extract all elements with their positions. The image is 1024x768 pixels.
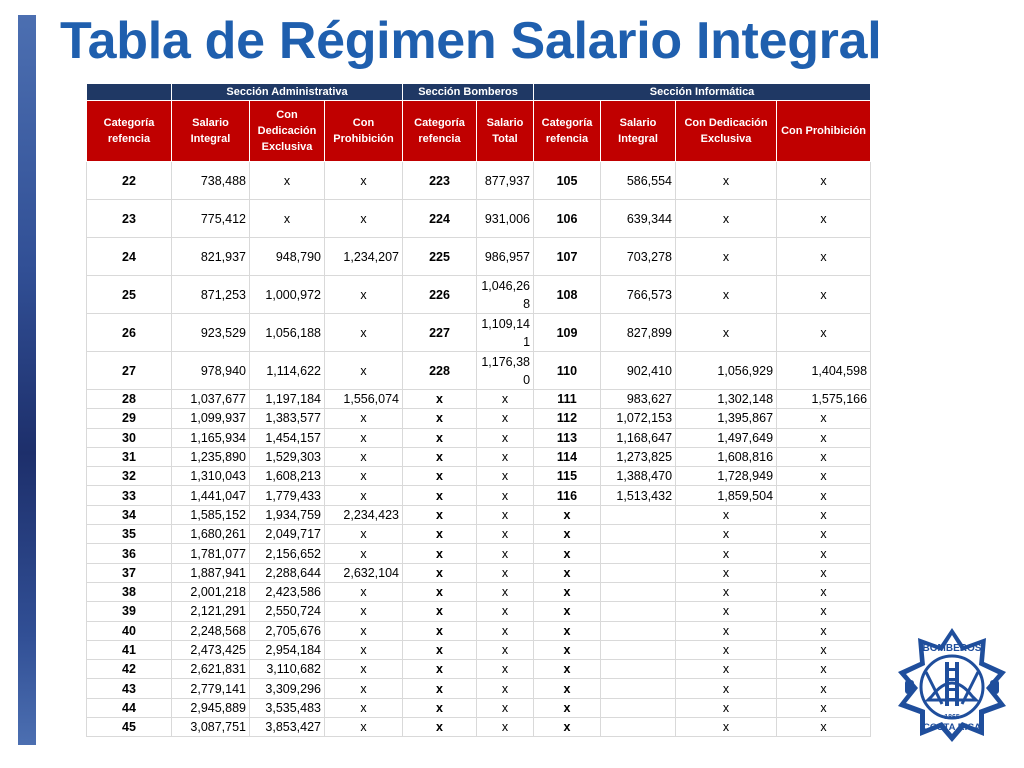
table-cell: x: [676, 276, 777, 314]
table-cell: 3,535,483: [250, 698, 325, 717]
logo-top-text: BOMBEROS: [922, 643, 982, 654]
table-cell: 43: [87, 679, 172, 698]
table-cell: x: [676, 718, 777, 737]
table-cell: 923,529: [172, 314, 250, 352]
group-header-row: [87, 84, 871, 101]
table-row: [87, 200, 871, 238]
table-cell: x: [403, 563, 477, 582]
table-cell: x: [777, 544, 871, 563]
table-cell: x: [676, 525, 777, 544]
table-cell: 902,410: [601, 352, 676, 390]
table-cell: 3,853,427: [250, 718, 325, 737]
table-cell: x: [403, 390, 477, 409]
table-cell: x: [777, 505, 871, 524]
table-row: [87, 698, 871, 717]
table-cell: 2,121,291: [172, 602, 250, 621]
table-cell: 106: [534, 200, 601, 238]
table-row: [87, 621, 871, 640]
table-cell: x: [777, 409, 871, 428]
table-cell: 116: [534, 486, 601, 505]
table-cell: x: [676, 621, 777, 640]
table-cell: 22: [87, 162, 172, 200]
table-cell: x: [777, 428, 871, 447]
table-cell: 1,441,047: [172, 486, 250, 505]
table-cell: [601, 698, 676, 717]
table-row: [87, 660, 871, 679]
table-cell: 1,585,152: [172, 505, 250, 524]
table-cell: 978,940: [172, 352, 250, 390]
table-cell: x: [325, 525, 403, 544]
table-cell: 223: [403, 162, 477, 200]
table-cell: 1,887,941: [172, 563, 250, 582]
table-cell: x: [777, 486, 871, 505]
table-cell: 1,302,148: [676, 390, 777, 409]
table-cell: x: [403, 698, 477, 717]
table-cell: x: [777, 276, 871, 314]
table-cell: 1,056,929: [676, 352, 777, 390]
table-cell: x: [477, 640, 534, 659]
table-cell: 2,049,717: [250, 525, 325, 544]
table-cell: x: [325, 486, 403, 505]
table-row: [87, 602, 871, 621]
table-cell: x: [477, 602, 534, 621]
table-cell: x: [676, 660, 777, 679]
table-cell: 877,937: [477, 162, 534, 200]
table-cell: 1,608,816: [676, 447, 777, 466]
table-cell: x: [250, 162, 325, 200]
table-cell: x: [325, 314, 403, 352]
table-cell: x: [325, 582, 403, 601]
table-cell: x: [325, 640, 403, 659]
table-row: [87, 276, 871, 314]
table-cell: x: [777, 200, 871, 238]
table-cell: x: [403, 505, 477, 524]
table-cell: 1,529,303: [250, 447, 325, 466]
table-cell: 766,573: [601, 276, 676, 314]
table-cell: x: [676, 238, 777, 276]
table-cell: x: [477, 679, 534, 698]
table-cell: 1,072,153: [601, 409, 676, 428]
table-cell: 703,278: [601, 238, 676, 276]
table-cell: 2,632,104: [325, 563, 403, 582]
table-cell: 2,423,586: [250, 582, 325, 601]
table-cell: x: [250, 200, 325, 238]
table-cell: x: [676, 640, 777, 659]
table-cell: x: [534, 505, 601, 524]
table-cell: x: [477, 660, 534, 679]
table-cell: 111: [534, 390, 601, 409]
table-cell: x: [777, 582, 871, 601]
table-cell: x: [676, 582, 777, 601]
table-cell: 1,109,141: [477, 314, 534, 352]
table-cell: x: [325, 698, 403, 717]
table-cell: 2,945,889: [172, 698, 250, 717]
table-cell: x: [403, 428, 477, 447]
table-cell: 27: [87, 352, 172, 390]
table-cell: x: [477, 428, 534, 447]
column-header: Con Prohibición: [325, 101, 403, 162]
table-cell: 2,779,141: [172, 679, 250, 698]
table-cell: [601, 718, 676, 737]
table-cell: 225: [403, 238, 477, 276]
table-cell: x: [777, 447, 871, 466]
table-cell: 44: [87, 698, 172, 717]
table-cell: x: [403, 602, 477, 621]
group-header-informatica: Sección Informática: [534, 84, 871, 101]
table-cell: x: [325, 200, 403, 238]
table-row: [87, 563, 871, 582]
table-cell: 113: [534, 428, 601, 447]
table-cell: 115: [534, 467, 601, 486]
table-cell: 1,176,380: [477, 352, 534, 390]
table-cell: 114: [534, 447, 601, 466]
column-header-row: [87, 101, 871, 162]
table-cell: x: [403, 525, 477, 544]
table-cell: 2,001,218: [172, 582, 250, 601]
table-cell: x: [534, 640, 601, 659]
table-cell: 2,954,184: [250, 640, 325, 659]
table-cell: 1,608,213: [250, 467, 325, 486]
table-cell: 26: [87, 314, 172, 352]
table-cell: 1,404,598: [777, 352, 871, 390]
table-cell: 112: [534, 409, 601, 428]
table-cell: x: [676, 679, 777, 698]
table-cell: 39: [87, 602, 172, 621]
table-cell: 227: [403, 314, 477, 352]
table-cell: [601, 660, 676, 679]
table-cell: [601, 602, 676, 621]
table-cell: 1,000,972: [250, 276, 325, 314]
table-cell: 34: [87, 505, 172, 524]
table-cell: x: [403, 679, 477, 698]
table-cell: 2,473,425: [172, 640, 250, 659]
table-cell: 2,621,831: [172, 660, 250, 679]
table-cell: x: [477, 698, 534, 717]
table-cell: 1,454,157: [250, 428, 325, 447]
table-cell: 107: [534, 238, 601, 276]
table-cell: x: [777, 679, 871, 698]
column-header: Con Dedicación Exclusiva: [676, 101, 777, 162]
group-header-bomberos: Sección Bomberos: [403, 84, 534, 101]
table-cell: x: [325, 409, 403, 428]
table-cell: x: [777, 602, 871, 621]
table-cell: 30: [87, 428, 172, 447]
table-row: [87, 238, 871, 276]
table-cell: 1,235,890: [172, 447, 250, 466]
table-cell: x: [676, 698, 777, 717]
table-row: [87, 718, 871, 737]
logo-year: 1865: [944, 714, 960, 721]
table-cell: 109: [534, 314, 601, 352]
table-cell: x: [325, 428, 403, 447]
table-cell: 1,781,077: [172, 544, 250, 563]
table-cell: x: [403, 582, 477, 601]
table-row: [87, 544, 871, 563]
table-cell: 1,197,184: [250, 390, 325, 409]
table-cell: 948,790: [250, 238, 325, 276]
table-cell: 35: [87, 525, 172, 544]
table-cell: 639,344: [601, 200, 676, 238]
table-cell: x: [534, 563, 601, 582]
table-cell: 738,488: [172, 162, 250, 200]
table-cell: 1,234,207: [325, 238, 403, 276]
table-cell: x: [403, 660, 477, 679]
table-cell: x: [325, 447, 403, 466]
table-cell: 28: [87, 390, 172, 409]
table-cell: x: [676, 602, 777, 621]
table-cell: x: [325, 660, 403, 679]
table-row: [87, 447, 871, 466]
column-header: Salario Integral: [601, 101, 676, 162]
table-cell: x: [477, 467, 534, 486]
table-cell: x: [403, 621, 477, 640]
table-cell: x: [777, 314, 871, 352]
table-cell: x: [777, 238, 871, 276]
group-header-administrativa: Sección Administrativa: [172, 84, 403, 101]
table-cell: [601, 582, 676, 601]
table-cell: 871,253: [172, 276, 250, 314]
table-cell: 42: [87, 660, 172, 679]
table-cell: x: [777, 640, 871, 659]
table-cell: 1,575,166: [777, 390, 871, 409]
table-cell: 36: [87, 544, 172, 563]
table-cell: 821,937: [172, 238, 250, 276]
table-cell: 1,859,504: [676, 486, 777, 505]
table-cell: 40: [87, 621, 172, 640]
table-cell: 1,728,949: [676, 467, 777, 486]
table-cell: 45: [87, 718, 172, 737]
table-cell: 228: [403, 352, 477, 390]
table-cell: 23: [87, 200, 172, 238]
table-cell: [601, 679, 676, 698]
table-cell: 1,037,677: [172, 390, 250, 409]
table-cell: 41: [87, 640, 172, 659]
table-row: [87, 467, 871, 486]
table-cell: 3,309,296: [250, 679, 325, 698]
table-cell: x: [477, 544, 534, 563]
column-header: Con Prohibición: [777, 101, 871, 162]
table-cell: [601, 505, 676, 524]
page-title: Tabla de Régimen Salario Integral: [60, 12, 882, 70]
table-cell: 1,114,622: [250, 352, 325, 390]
table-cell: 586,554: [601, 162, 676, 200]
table-cell: 1,680,261: [172, 525, 250, 544]
table-cell: 37: [87, 563, 172, 582]
table-cell: 986,957: [477, 238, 534, 276]
table-cell: x: [676, 162, 777, 200]
table-cell: 2,705,676: [250, 621, 325, 640]
table-row: [87, 428, 871, 447]
table-cell: x: [403, 640, 477, 659]
table-row: [87, 162, 871, 200]
table-cell: [601, 640, 676, 659]
table-cell: x: [403, 467, 477, 486]
table-cell: 1,046,268: [477, 276, 534, 314]
table-cell: 2,234,423: [325, 505, 403, 524]
table-cell: x: [534, 602, 601, 621]
table-cell: x: [477, 390, 534, 409]
table-cell: 33: [87, 486, 172, 505]
table-cell: 1,934,759: [250, 505, 325, 524]
table-row: [87, 640, 871, 659]
table-cell: x: [325, 162, 403, 200]
table-cell: 31: [87, 447, 172, 466]
table-cell: 1,497,649: [676, 428, 777, 447]
table-row: [87, 505, 871, 524]
table-cell: 1,099,937: [172, 409, 250, 428]
table-cell: 931,006: [477, 200, 534, 238]
table-cell: 1,056,188: [250, 314, 325, 352]
table-cell: 2,288,644: [250, 563, 325, 582]
table-cell: 3,087,751: [172, 718, 250, 737]
column-header: Categoría refencia: [534, 101, 601, 162]
table-row: [87, 314, 871, 352]
table-cell: x: [403, 409, 477, 428]
side-accent-bar: [18, 15, 36, 745]
column-header: Categoría refencia: [87, 101, 172, 162]
table-cell: x: [777, 467, 871, 486]
table-cell: 2,248,568: [172, 621, 250, 640]
table-cell: x: [477, 525, 534, 544]
table-row: [87, 582, 871, 601]
table-cell: 1,388,470: [601, 467, 676, 486]
column-header: Categoría refencia: [403, 101, 477, 162]
table-cell: x: [403, 447, 477, 466]
table-cell: 1,310,043: [172, 467, 250, 486]
table-cell: x: [325, 621, 403, 640]
group-header-blank: [87, 84, 172, 101]
table-cell: 105: [534, 162, 601, 200]
table-cell: x: [325, 352, 403, 390]
table-row: [87, 352, 871, 390]
table-cell: x: [325, 467, 403, 486]
column-header: Salario Total: [477, 101, 534, 162]
table-cell: x: [777, 718, 871, 737]
table-cell: x: [403, 544, 477, 563]
table-cell: [601, 621, 676, 640]
table-cell: x: [325, 718, 403, 737]
table-row: [87, 409, 871, 428]
table-cell: 226: [403, 276, 477, 314]
table-cell: x: [676, 200, 777, 238]
table-cell: 3,110,682: [250, 660, 325, 679]
table-body: [87, 162, 871, 737]
table-cell: x: [777, 525, 871, 544]
table-cell: x: [534, 679, 601, 698]
table-cell: x: [477, 621, 534, 640]
table-cell: x: [403, 486, 477, 505]
table-cell: 32: [87, 467, 172, 486]
table-cell: x: [676, 505, 777, 524]
table-cell: x: [477, 409, 534, 428]
table-cell: x: [676, 563, 777, 582]
table-cell: x: [325, 544, 403, 563]
table-cell: 110: [534, 352, 601, 390]
table-row: [87, 679, 871, 698]
table-cell: x: [325, 602, 403, 621]
column-header: Salario Integral: [172, 101, 250, 162]
table-cell: x: [534, 544, 601, 563]
table-cell: x: [777, 162, 871, 200]
table-cell: 29: [87, 409, 172, 428]
table-cell: x: [777, 563, 871, 582]
table-cell: 24: [87, 238, 172, 276]
table-cell: 1,556,074: [325, 390, 403, 409]
table-cell: [601, 525, 676, 544]
table-cell: 1,513,432: [601, 486, 676, 505]
table-cell: 224: [403, 200, 477, 238]
table-cell: 108: [534, 276, 601, 314]
column-header: Con Dedicación Exclusiva: [250, 101, 325, 162]
logo-bottom-text: COSTA RICA: [922, 722, 982, 733]
table-cell: [601, 544, 676, 563]
salary-table: [86, 83, 871, 737]
table-cell: 25: [87, 276, 172, 314]
table-cell: 775,412: [172, 200, 250, 238]
table-cell: 2,156,652: [250, 544, 325, 563]
table-cell: x: [777, 621, 871, 640]
table-cell: x: [534, 718, 601, 737]
table-cell: x: [477, 718, 534, 737]
table-cell: 1,273,825: [601, 447, 676, 466]
table-cell: x: [676, 544, 777, 563]
table-cell: x: [534, 621, 601, 640]
table-row: [87, 390, 871, 409]
table-cell: [601, 563, 676, 582]
table-cell: 1,165,934: [172, 428, 250, 447]
table-cell: x: [777, 698, 871, 717]
table-cell: x: [477, 505, 534, 524]
table-cell: x: [325, 276, 403, 314]
table-cell: x: [534, 660, 601, 679]
table-cell: 1,395,867: [676, 409, 777, 428]
bomberos-logo: [892, 624, 1012, 744]
table-cell: x: [477, 563, 534, 582]
table-cell: x: [403, 718, 477, 737]
table-cell: x: [477, 447, 534, 466]
table-cell: x: [534, 525, 601, 544]
table-cell: x: [534, 582, 601, 601]
table-cell: x: [477, 486, 534, 505]
table-cell: x: [477, 582, 534, 601]
table-cell: 1,168,647: [601, 428, 676, 447]
table-cell: x: [534, 698, 601, 717]
table-cell: x: [676, 314, 777, 352]
table-cell: 1,779,433: [250, 486, 325, 505]
table-cell: 827,899: [601, 314, 676, 352]
table-row: [87, 525, 871, 544]
table-cell: 38: [87, 582, 172, 601]
table-row: [87, 486, 871, 505]
table-cell: x: [777, 660, 871, 679]
table-cell: 1,383,577: [250, 409, 325, 428]
table-cell: x: [325, 679, 403, 698]
table-cell: 2,550,724: [250, 602, 325, 621]
table-cell: 983,627: [601, 390, 676, 409]
